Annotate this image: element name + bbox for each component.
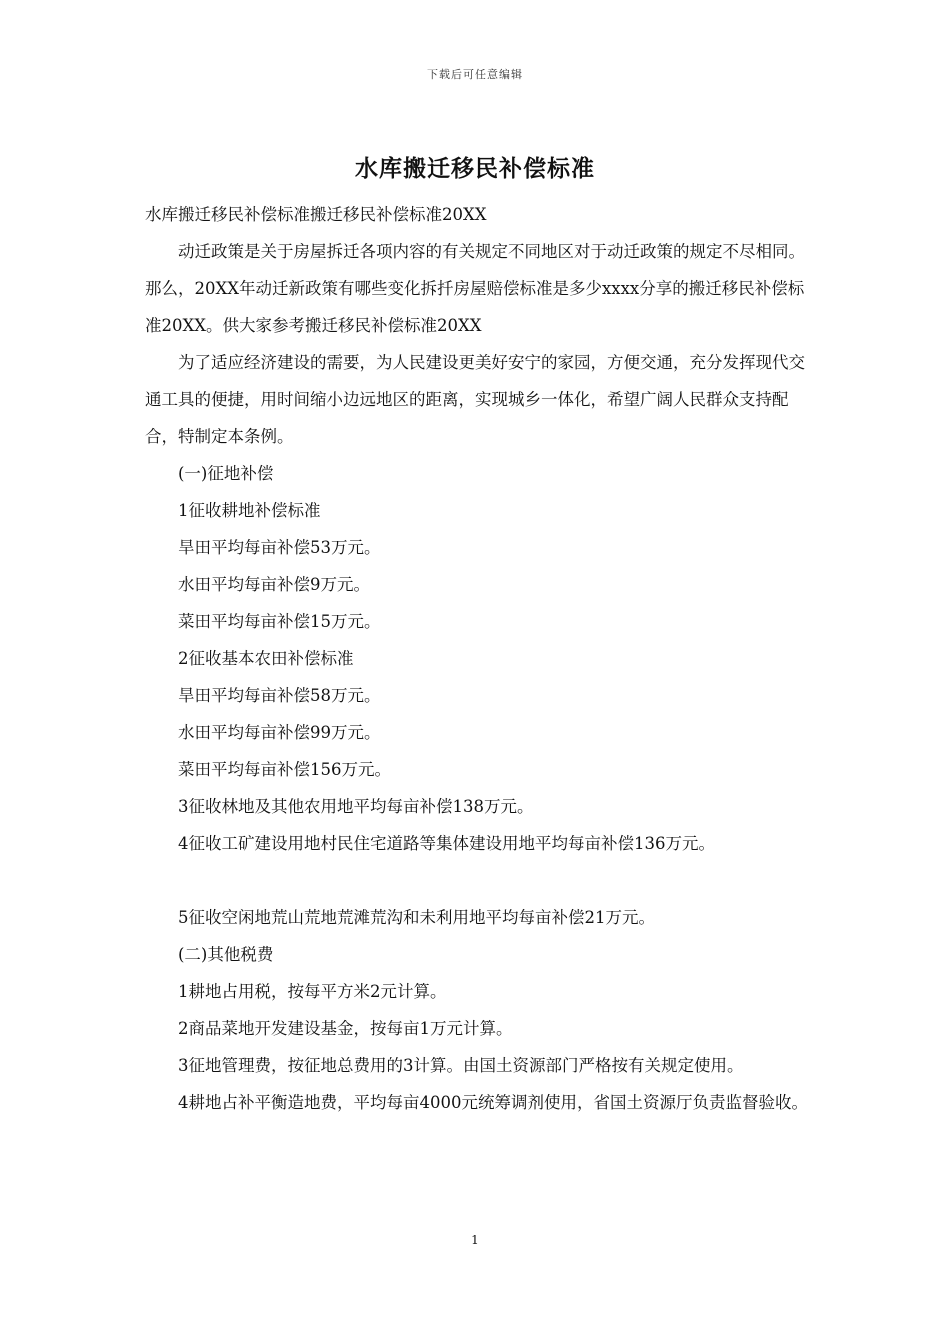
item-heading-farmland: 1征收耕地补偿标准 bbox=[178, 501, 321, 520]
list-item-vegetable-fund: 2商品菜地开发建设基金，按每亩1万元计算。 bbox=[178, 1019, 513, 1038]
section-heading-land-compensation: (一)征地补偿 bbox=[178, 464, 274, 483]
document-title: 水库搬迁移民补偿标准 bbox=[355, 155, 595, 182]
list-item: 水田平均每亩补偿9万元。 bbox=[178, 575, 370, 594]
section-heading-other-fees: (二)其他税费 bbox=[178, 945, 274, 964]
paragraph-intro: 动迁政策是关于房屋拆迁各项内容的有关规定不同地区对于动迁政策的规定不尽相同。那么，20XX年动迁新政策有哪些变化拆扦房屋赔偿标准是多少xxxx分享的搬迁移民补偿标准20XX。供大家参考搬迁移民补偿标准20XX bbox=[145, 242, 805, 335]
list-item-occupation-tax: 1耕地占用税，按每平方米2元计算。 bbox=[178, 982, 447, 1001]
subtitle-line: 水库搬迁移民补偿标准搬迁移民补偿标准20XX bbox=[145, 205, 487, 224]
item-heading-basic-farmland: 2征收基本农田补偿标准 bbox=[178, 649, 354, 668]
list-item: 水田平均每亩补偿99万元。 bbox=[178, 723, 381, 742]
document-body bbox=[145, 196, 810, 1121]
list-item-forest-land: 3征收林地及其他农用地平均每亩补偿138万元。 bbox=[178, 797, 534, 816]
list-item-balance-fee: 4耕地占补平衡造地费，平均每亩4000元统筹调剂使用，省国土资源厅负责监督验收。 bbox=[178, 1093, 808, 1112]
list-item: 菜田平均每亩补偿156万元。 bbox=[178, 760, 391, 779]
blank-line bbox=[145, 862, 810, 899]
page-header-note: 下载后可任意编辑 bbox=[427, 68, 523, 81]
list-item: 菜田平均每亩补偿15万元。 bbox=[178, 612, 381, 631]
list-item-construction-land: 4征收工矿建设用地村民住宅道路等集体建设用地平均每亩补偿136万元。 bbox=[178, 834, 715, 853]
list-item-unused-land: 5征收空闲地荒山荒地荒滩荒沟和未利用地平均每亩补偿21万元。 bbox=[178, 908, 655, 927]
list-item-management-fee: 3征地管理费，按征地总费用的3计算。由国土资源部门严格按有关规定使用。 bbox=[178, 1056, 744, 1075]
list-item: 旱田平均每亩补偿53万元。 bbox=[178, 538, 381, 557]
paragraph-purpose: 为了适应经济建设的需要，为人民建设更美好安宁的家园，方便交通，充分发挥现代交通工具的便捷，用时间缩小边远地区的距离，实现城乡一体化，希望广阔人民群众支持配合，特制定本条例。 bbox=[145, 353, 805, 446]
list-item: 旱田平均每亩补偿58万元。 bbox=[178, 686, 381, 705]
page-number: 1 bbox=[471, 1233, 479, 1247]
